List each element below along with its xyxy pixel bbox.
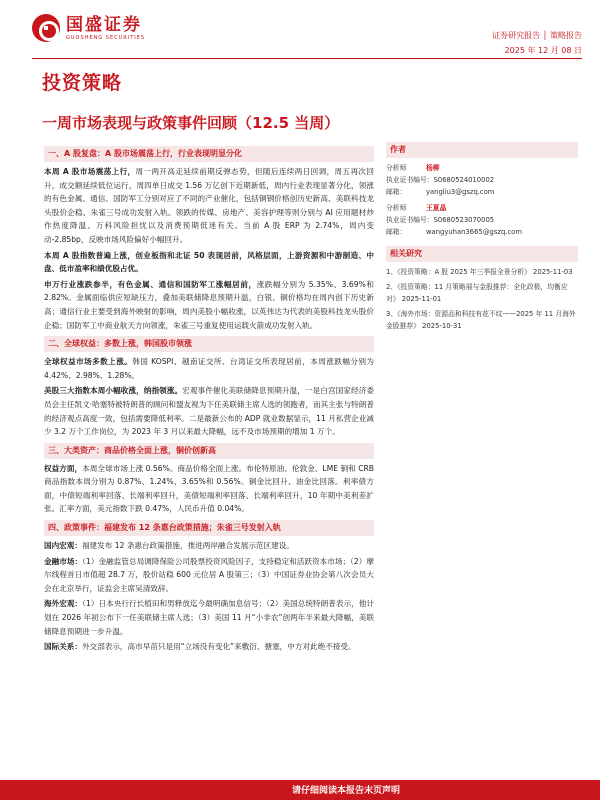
paragraph — [44, 597, 374, 638]
analyst-email[interactable]: wangyuhan3665@gszq.com — [426, 228, 522, 236]
company-logo — [32, 14, 145, 42]
paragraph-lead: 本周 A 股市场震荡上行， — [44, 167, 136, 176]
footer-disclaimer: 请仔细阅读本报告末页声明 — [291, 786, 400, 796]
paragraph-text: 本周全球市场上涨 0.56%。商品价格全面上涨。布伦特原油、伦敦金、LME 铜和 CRB 商品指数本周分别为 0.87%、1.24%、3.65%和 0.56%。铜金比回升、油金比回落。利率债方面，中债短端利率回落、长端利率回升，美债短端利率回落、长端利率回升，10 年期中美利差扩张。汇率方面，美元指数下跌 0.47%，人民币升值 0.04%。 — [44, 463, 375, 514]
analyst-name-label: 分析师 — [386, 164, 407, 172]
footer-bar — [0, 780, 600, 800]
paragraph — [44, 462, 374, 516]
paragraph-lead: 申万行业涨跌参半，有色金属、通信和国防军工涨幅居前， — [44, 279, 257, 289]
main-content — [44, 142, 374, 656]
report-date: 2025 年 12 月 08 日 — [504, 46, 582, 55]
paragraph-text: 外交部表示，高市早苗只是用“立场没有变化”来敷衍、搪塞，中方对此绝不接受。 — [81, 642, 356, 652]
section-heading: 四、政策事件：福建发布 12 条惠台政策措施；朱雀三号发射入轨 — [44, 520, 374, 536]
paragraph-text: （1）日本央行行长植田和男释放迄今最明确加息信号；（2）美国总统特朗普表示，他计划在 2026 年初公布下一任美联储主席人选；（3）美国 11 月“小非农”创两年半来最大降幅，美联储降息预期进一步升温。 — [44, 599, 375, 636]
related-report-link[interactable]: 2、《投资策略：11 月策略展与金股推荐：全化政极，均衡应对》 2025-11-01 — [386, 283, 568, 303]
report-category: 证券研究报告 │ 策略报告 — [492, 31, 582, 40]
analyst-card — [386, 162, 578, 198]
paragraph-text: 涨跌幅分别为 5.35%、3.69%和 2.82%。金属面临供应短缺压力，叠加美联储降息预期升温，白银、铜价格均在周内创下历史新高；通信行业主要受到海外映射的影响，周内美股小幅收涨，以英伟达为代表的美股科技龙头股价企稳；国防军工中商业航天方向领涨，朱雀三号重复使用运载火箭成功发射入轨。 — [44, 279, 374, 330]
analyst-email[interactable]: yangliu3@gszq.com — [426, 188, 495, 196]
analyst-name: 王夏晶 — [426, 204, 447, 212]
header-divider — [32, 58, 582, 59]
paragraph-text: 周一两开高走延续前期反弹态势，但随后连续两日回调，周五再次回升，成交额延续低位运行，周四单日成交 1.56 万亿创下近期新低，周内行业表现显著分化，领涨的有色金属、通信、国防军工分别对应了不同的产业催化，包括铜钢价格创历史新高、美联科技龙头股价企稳、朱雀三号成功发射入轨。领跌的传媒、房地产、美容护理等则分别与 AI 应用题材炒作热度降温、万科风险担忧以及消费预期低迷有关。当前 A 股 ERP 为 2.74%，周内变动-2.85bp，反映市场风险偏好小幅回升。 — [44, 167, 374, 244]
analyst-name-label: 分析师 — [386, 204, 407, 212]
paragraph — [44, 278, 374, 332]
paragraph-text: （1）金融监管总局调降保险公司股票投资风险因子，支持稳定和活跃资本市场；（2）摩尔线程首日市值超 28.7 万，股价站稳 600 元位居 A 股第三；（3）中国证券业协会第八次会员大会在北京举行，证监会主席吴清致辞。 — [44, 556, 375, 593]
paragraph-lead: 权益方面， — [44, 463, 83, 473]
related-report-link[interactable]: 3、《海外市场：资源品和科技有花不纹——2025 年 11 月海外金股推荐》 2025-10-31 — [386, 310, 576, 330]
paragraph — [44, 355, 374, 382]
authors-heading: 作者 — [386, 142, 578, 158]
paragraph-text: 福建发布 12 条惠台政策措施，推进两岸融合发展示范区建设。 — [81, 541, 294, 551]
paragraph — [44, 165, 374, 247]
paragraph — [44, 384, 374, 438]
doc-type: 投资策略 — [42, 72, 123, 94]
paragraph-lead: 海外宏观： — [44, 599, 83, 609]
analyst-card — [386, 202, 578, 238]
logo-cn-text: 国盛证券 — [66, 14, 142, 35]
paragraph — [44, 249, 374, 276]
related-heading: 相关研究 — [386, 246, 578, 262]
analyst-cert-label: 执业证书编号： — [386, 176, 434, 184]
logo-icon — [32, 14, 60, 42]
section-heading: 一、A 股复盘：A 股市场震荡上行，行业表现明显分化 — [44, 146, 374, 162]
related-report-link[interactable]: 1、《投资策略：A 股 2025 年三季报全景分析》 2025-11-03 — [386, 268, 573, 276]
sidebar — [386, 142, 578, 335]
analyst-name: 杨柳 — [426, 164, 440, 172]
paragraph-lead: 金融市场： — [44, 556, 83, 566]
analyst-cert-label: 执业证书编号： — [386, 216, 434, 224]
section-heading: 三、大类资产：商品价格全面上涨，铜价创新高 — [44, 443, 374, 459]
paragraph-lead: 国内宏观： — [44, 541, 82, 551]
report-header — [0, 0, 600, 62]
analyst-cert: S0680523070005 — [433, 216, 495, 224]
analyst-email-label: 邮箱： — [386, 228, 407, 236]
section-heading: 二、全球权益：多数上涨，韩国股市领涨 — [44, 336, 374, 352]
paragraph-text: 韩国 KOSPI、越南证交所、台湾证交所表现居前，本周涨跌幅分别为 4.42%、2.98%、1.28%。 — [44, 357, 374, 380]
paragraph-lead: 美股三大指数本周小幅收涨，纳指领涨。 — [44, 386, 183, 396]
paragraph-text: 宏观事件催化美联储降息预期升温，一是白宫国家经济委员会主任凯文·哈塞特被特朗普的顾问和盟友视为下任美联储主席人选的领跑者，而其主张与特朗普的经济观点高度一致，包括需要降低利率。二是最新公布的 ADP 就业数据显示，11 月私营企业减少 3.2 万个工作岗位，为 2023 年 3 月以来最大降幅，远不及市场预期的增加 1 万个。 — [44, 386, 374, 437]
analyst-cert: S0680524010002 — [433, 176, 495, 184]
paragraph-lead: 本周 A 股指数普遍上涨，创业板指和北证 50 表现居前，风格层面，上游资源和中游制造、中盘、低市盈率和绩优股占优。 — [44, 250, 374, 274]
paragraph-lead: 国际关系： — [44, 642, 82, 652]
paragraph — [44, 539, 374, 553]
logo-en-text: GUOSHENG SECURITIES — [66, 34, 146, 41]
paragraph — [44, 640, 374, 654]
analyst-email-label: 邮箱： — [386, 188, 407, 196]
paragraph-lead: 全球权益市场多数上涨。 — [44, 357, 133, 367]
doc-title: 一周市场表现与政策事件回顾（12.5 当周） — [42, 114, 340, 132]
paragraph — [44, 555, 374, 596]
